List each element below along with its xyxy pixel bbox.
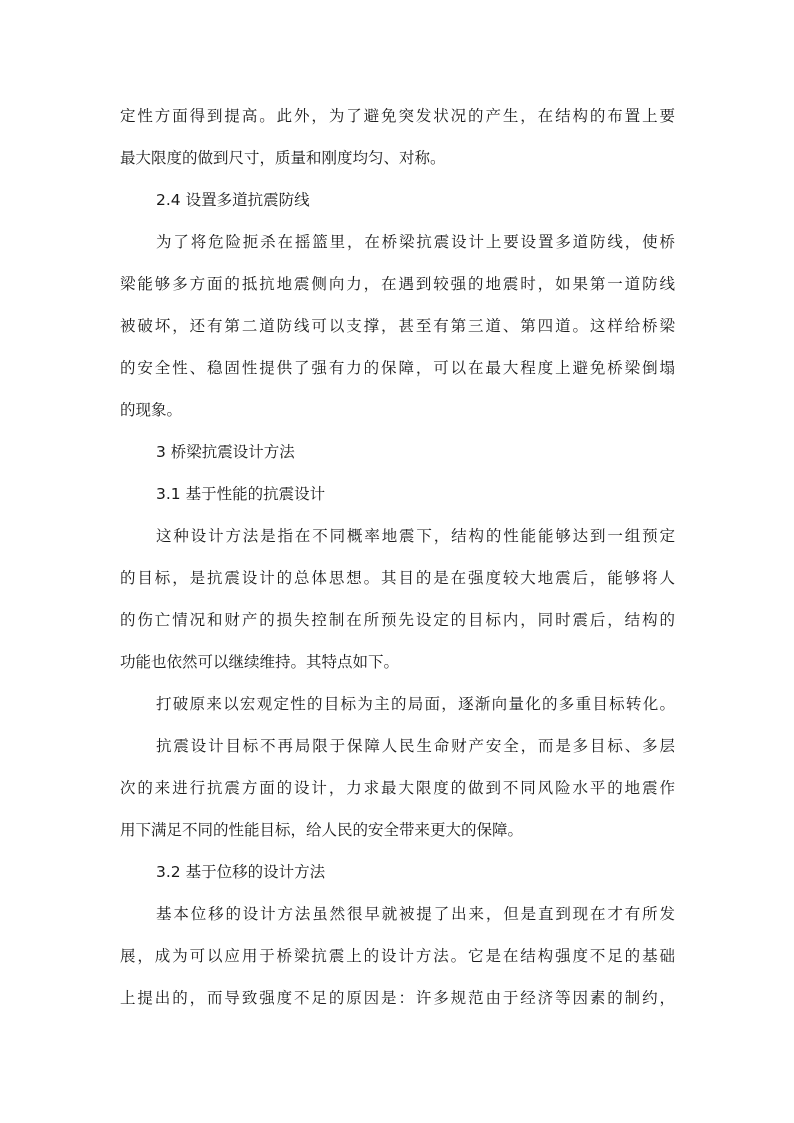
paragraph-line: 最大限度的做到尺寸，质量和刚度均匀、对称。: [120, 149, 446, 167]
section-heading: 3.2 基于位移的设计方法: [156, 863, 326, 881]
paragraph-line: 展，成为可以应用于桥梁抗震上的设计方法。它是在结构强度不足的基础: [120, 947, 675, 965]
paragraph-line: 这种设计方法是指在不同概率地震下，结构的性能能够达到一组预定: [156, 527, 675, 545]
paragraph-line: 被破坏，还有第二道防线可以支撑，甚至有第三道、第四道。这样给桥梁: [120, 317, 675, 335]
paragraph-line: 次的来进行抗震方面的设计，力求最大限度的做到不同风险水平的地震作: [120, 779, 675, 797]
paragraph-line: 功能也依然可以继续维持。其特点如下。: [120, 653, 400, 671]
paragraph-line: 的伤亡情况和财产的损失控制在所预先设定的目标内，同时震后，结构的: [120, 611, 675, 629]
paragraph-line: 打破原来以宏观定性的目标为主的局面，逐渐向量化的多重目标转化。: [156, 695, 675, 713]
section-heading: 3.1 基于性能的抗震设计: [156, 485, 326, 503]
paragraph-line: 的现象。: [120, 401, 183, 419]
paragraph-line: 上提出的，而导致强度不足的原因是：许多规范由于经济等因素的制约，: [120, 989, 675, 1007]
paragraph-line: 抗震设计目标不再局限于保障人民生命财产安全，而是多目标、多层: [156, 737, 675, 755]
section-heading: 2.4 设置多道抗震防线: [156, 191, 310, 209]
paragraph-line: 为了将危险扼杀在摇篮里，在桥梁抗震设计上要设置多道防线，使桥: [156, 233, 675, 251]
paragraph-line: 基本位移的设计方法虽然很早就被提了出来，但是直到现在才有所发: [156, 905, 675, 923]
paragraph-line: 梁能够多方面的抵抗地震侧向力，在遇到较强的地震时，如果第一道防线: [120, 275, 675, 293]
paragraph-line: 的目标，是抗震设计的总体思想。其目的是在强度较大地震后，能够将人: [120, 569, 675, 587]
paragraph-line: 用下满足不同的性能目标，给人民的安全带来更大的保障。: [120, 821, 524, 839]
section-heading: 3 桥梁抗震设计方法: [156, 443, 295, 461]
paragraph-line: 的安全性、稳固性提供了强有力的保障，可以在最大程度上避免桥梁倒塌: [120, 359, 675, 377]
paragraph-line: 定性方面得到提高。此外，为了避免突发状况的产生，在结构的布置上要: [120, 107, 675, 125]
